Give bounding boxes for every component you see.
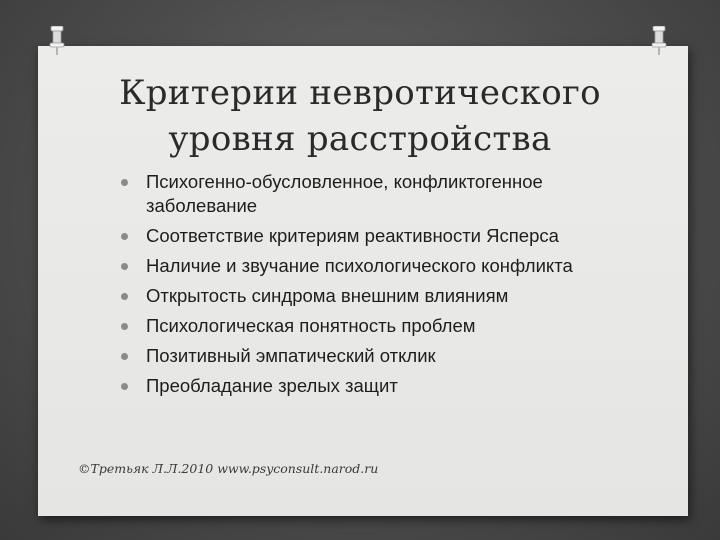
bullet-text: Позитивный эмпатический отклик [146, 345, 436, 366]
bullet-icon [121, 293, 128, 300]
bullet-item [120, 254, 600, 278]
bullet-icon [121, 323, 128, 330]
bullet-item [120, 374, 600, 398]
bullet-text: Психогенно-обусловленное, конфликтогенное заболевание [146, 171, 543, 216]
pushpin-icon [48, 26, 66, 56]
bullet-text: Открытость синдрома внешним влияниям [146, 285, 509, 306]
bullet-icon [121, 179, 128, 186]
bullet-icon [121, 233, 128, 240]
bullet-list [120, 170, 600, 404]
bullet-item [120, 344, 600, 368]
bullet-text: Наличие и звучание психологического конфликта [146, 255, 573, 276]
bullet-item [120, 284, 600, 308]
bullet-icon [121, 383, 128, 390]
bullet-item [120, 314, 600, 338]
pushpin-icon [650, 26, 668, 56]
slide-title-line-1: Критерии невротического [119, 73, 601, 113]
bullet-text: Преобладание зрелых защит [146, 375, 398, 396]
bullet-text: Соответствие критериям реактивности Ясперса [146, 225, 559, 246]
slide-title [0, 70, 720, 162]
bullet-item [120, 224, 600, 248]
slide-title-line-2: уровня расстройства [168, 119, 552, 159]
bullet-icon [121, 263, 128, 270]
bullet-item [120, 170, 600, 218]
bullet-text: Психологическая понятность проблем [146, 315, 476, 336]
copyright-footer: ©Третьяк Л.Л.2010 www.psyconsult.narod.ru [78, 461, 379, 476]
bullet-icon [121, 353, 128, 360]
